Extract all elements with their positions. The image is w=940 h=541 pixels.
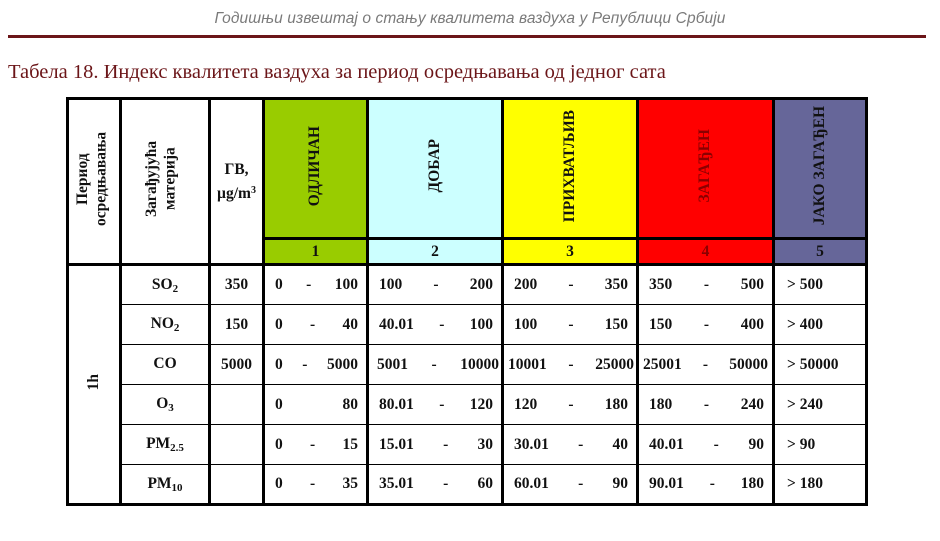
range-cell-1: 0 - 5000: [264, 345, 368, 385]
index-5: 5: [774, 239, 867, 265]
range-cell-5: > 180: [774, 465, 867, 505]
range-cell-4: 40.01 - 90: [638, 425, 774, 465]
pollutant-cell: $NO_2$: [121, 305, 210, 345]
header-category-4: [638, 99, 774, 239]
limit-cell: [210, 385, 264, 425]
range-cell-4: 350 - 500: [638, 265, 774, 305]
limit-cell: [210, 425, 264, 465]
pollutant-cell: CO: [121, 345, 210, 385]
range-cell-3: 100 - 150: [503, 305, 638, 345]
range-cell-4: 180 - 240: [638, 385, 774, 425]
header-pollutant-label: Загађујућа материја: [143, 140, 179, 218]
index-1: 1: [264, 239, 368, 265]
range-cell-1: 0 - 100: [264, 265, 368, 305]
header-category-1: [264, 99, 368, 239]
period-value: 1h: [84, 373, 102, 391]
range-cell-5: > 50000: [774, 345, 867, 385]
header-row: [68, 99, 867, 239]
range-cell-3: 10001 - 25000: [503, 345, 638, 385]
index-2: 2: [368, 239, 503, 265]
category-2-label: ДОБАР: [425, 139, 443, 193]
header-period-label: Период осредњавања: [74, 131, 110, 227]
pollutant-cell: $PM_{10}$: [121, 465, 210, 505]
range-cell-3: 200 - 350: [503, 265, 638, 305]
range-cell-1: 0 80: [264, 385, 368, 425]
category-5-label: ЈАКО ЗАГАЂЕН: [810, 106, 828, 226]
category-4-label: ЗАГАЂЕН: [696, 129, 714, 203]
table-row: [68, 425, 867, 465]
limit-unit: $\mu g/m^3$: [217, 184, 256, 202]
range-cell-3: 30.01 - 40: [503, 425, 638, 465]
range-cell-2: 5001 - 10000: [368, 345, 503, 385]
limit-cell: 150: [210, 305, 264, 345]
limit-cell: [210, 465, 264, 505]
category-3-label: ПРИХВАТЉИВ: [560, 109, 578, 223]
table-row: [68, 465, 867, 505]
header-period: [68, 99, 121, 265]
range-cell-1: 0 - 15: [264, 425, 368, 465]
table-row: [68, 345, 867, 385]
pollutant-cell: $PM_{2.5}$: [121, 425, 210, 465]
range-cell-5: > 400: [774, 305, 867, 345]
range-cell-4: 90.01 - 180: [638, 465, 774, 505]
header-rule: [8, 35, 926, 38]
table-caption: Табела 18. Индекс квалитета ваздуха за период осредњавања од једног сата: [8, 61, 666, 83]
air-quality-index-table: [66, 97, 868, 506]
table-row: [68, 305, 867, 345]
range-cell-4: 150 - 400: [638, 305, 774, 345]
range-cell-3: 60.01 - 90: [503, 465, 638, 505]
range-cell-2: 35.01 - 60: [368, 465, 503, 505]
period-cell: [68, 265, 121, 505]
category-1-label: ОДЛИЧАН: [306, 125, 324, 207]
header-limit-value: [210, 99, 264, 265]
range-cell-4: 25001 - 50000: [638, 345, 774, 385]
table-row: [68, 265, 867, 305]
range-cell-5: > 500: [774, 265, 867, 305]
range-cell-2: 15.01 - 30: [368, 425, 503, 465]
header-pollutant: [121, 99, 210, 265]
range-cell-1: 0 - 40: [264, 305, 368, 345]
index-3: 3: [503, 239, 638, 265]
index-4: 4: [638, 239, 774, 265]
header-category-2: [368, 99, 503, 239]
header-category-5: [774, 99, 867, 239]
range-cell-2: 100 - 200: [368, 265, 503, 305]
running-header: Годишњи извештај о стању квалитета ваздуха у Републици Србији: [214, 10, 726, 27]
range-cell-5: > 90: [774, 425, 867, 465]
pollutant-cell: $SO_2$: [121, 265, 210, 305]
range-cell-1: 0 - 35: [264, 465, 368, 505]
range-cell-2: 80.01 - 120: [368, 385, 503, 425]
range-cell-3: 120 - 180: [503, 385, 638, 425]
limit-value-label: ГВ,: [224, 161, 249, 179]
limit-cell: 5000: [210, 345, 264, 385]
range-cell-5: > 240: [774, 385, 867, 425]
header-category-3: [503, 99, 638, 239]
table-row: [68, 385, 867, 425]
limit-cell: 350: [210, 265, 264, 305]
pollutant-cell: $O_3$: [121, 385, 210, 425]
range-cell-2: 40.01 - 100: [368, 305, 503, 345]
